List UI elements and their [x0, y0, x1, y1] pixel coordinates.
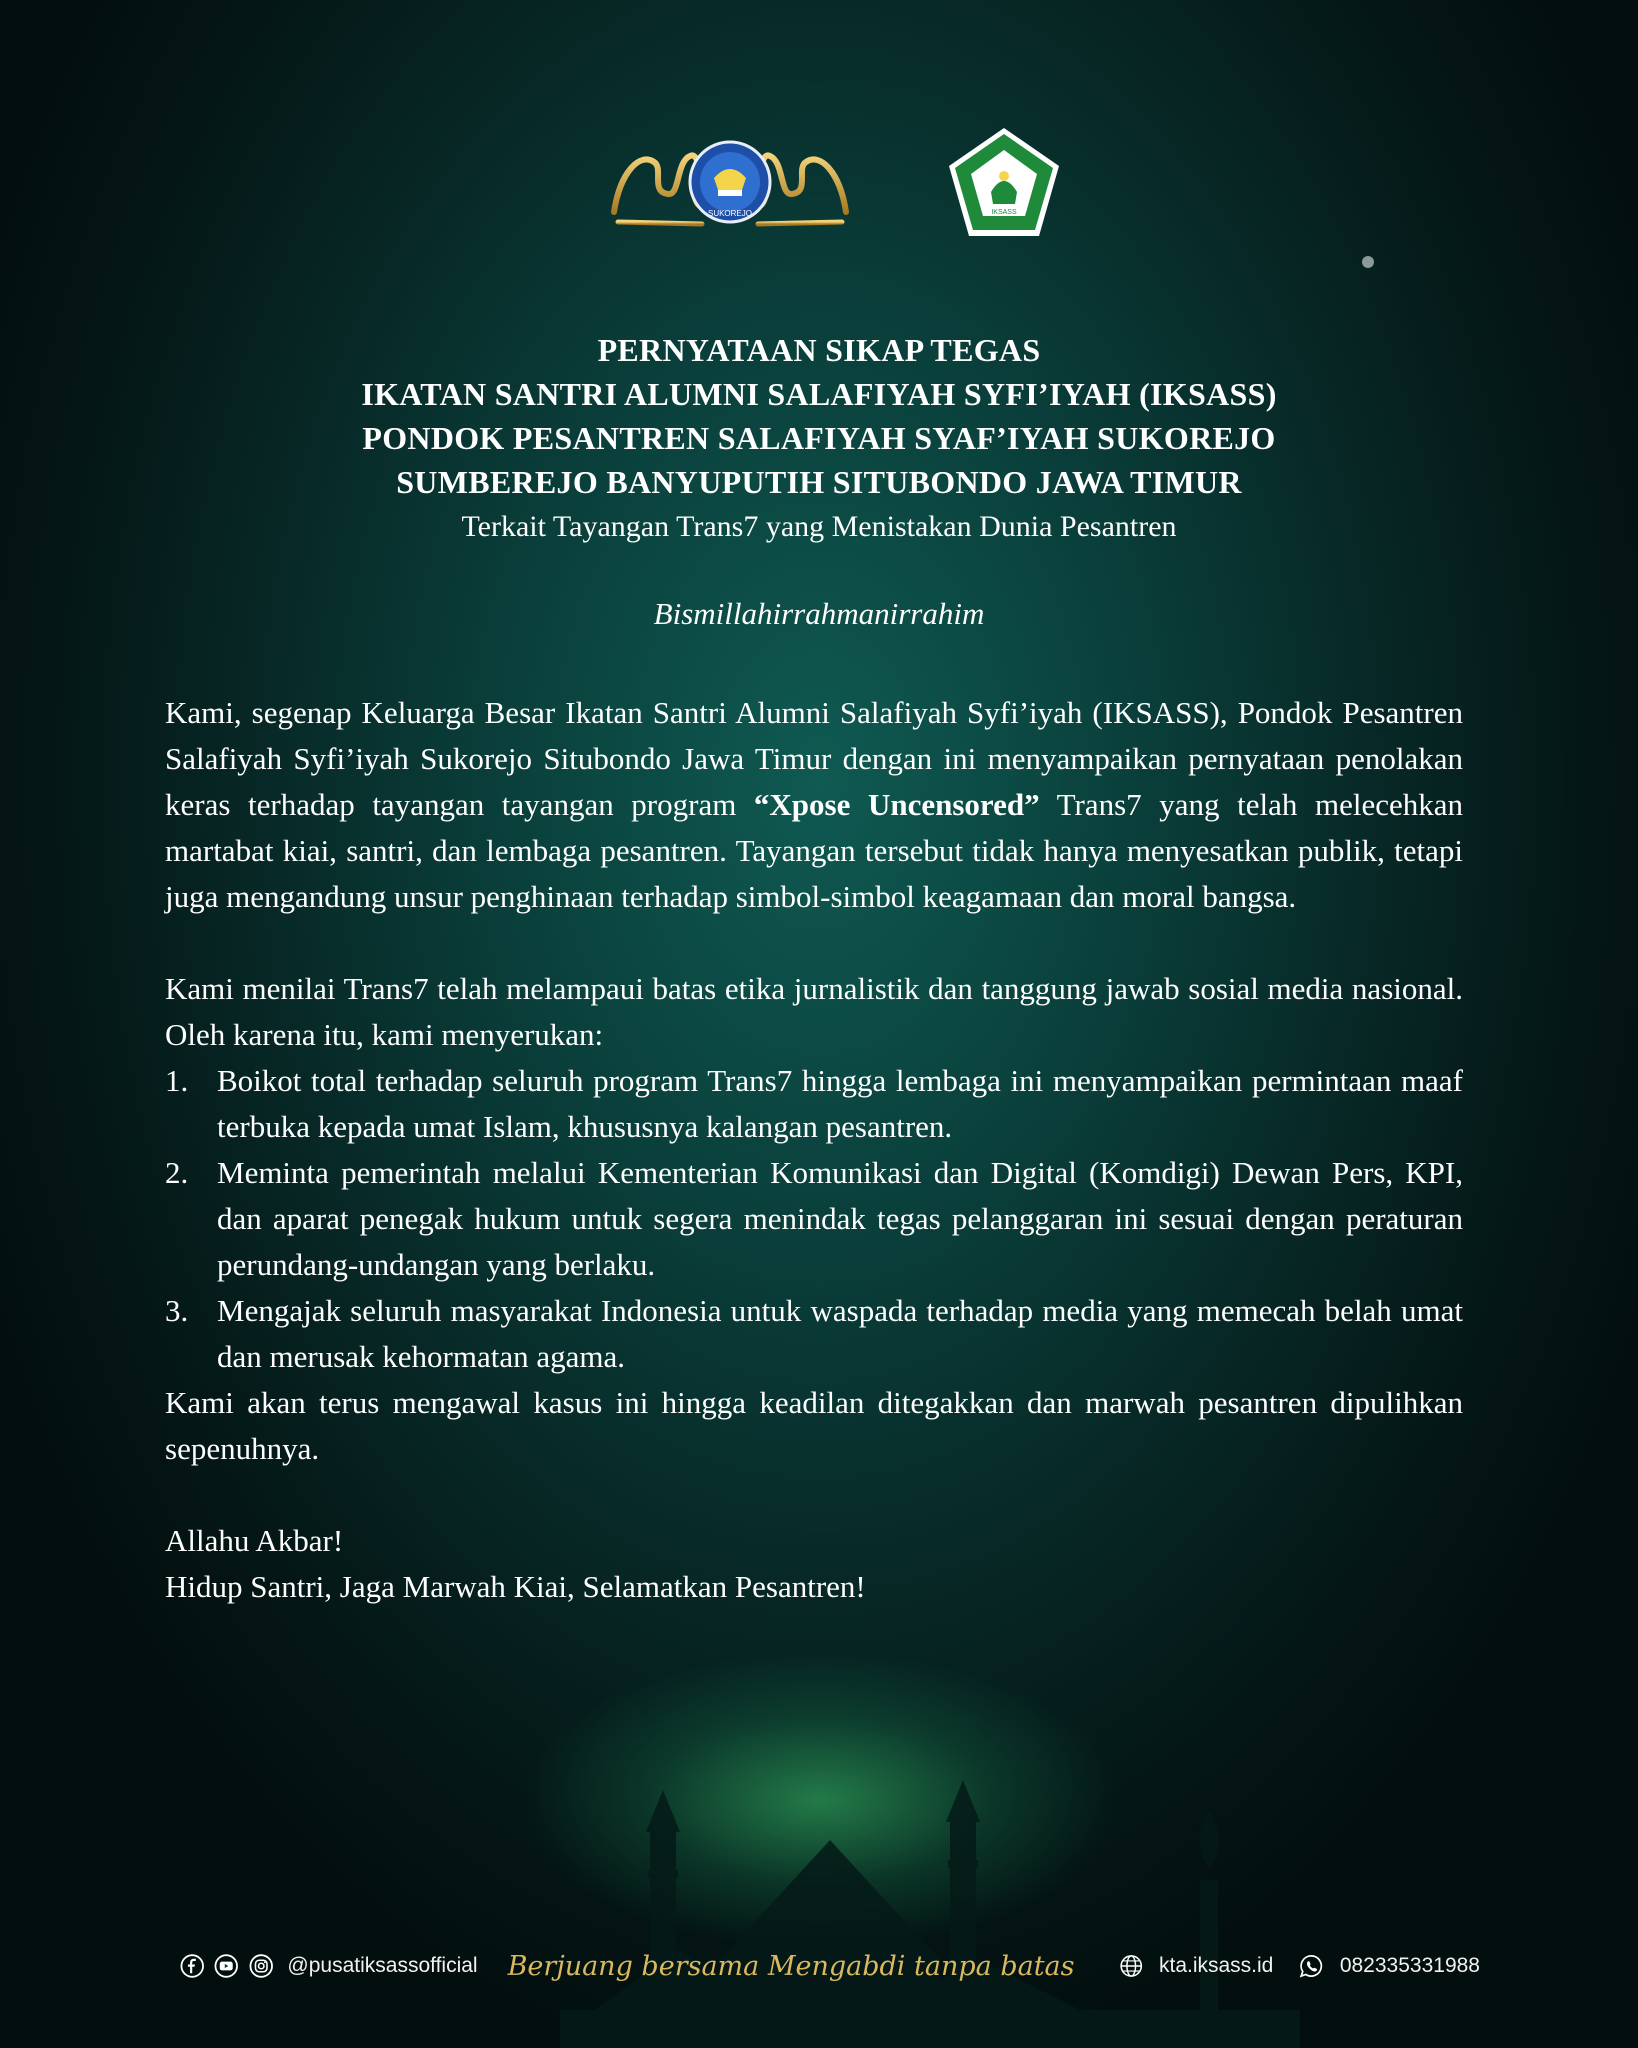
closing-line-2: Hidup Santri, Jaga Marwah Kiai, Selamatkan Pesantren! [165, 1569, 866, 1604]
demands-list [165, 1058, 1463, 1380]
paragraph-2: Kami menilai Trans7 telah melampaui batas etika jurnalistik dan tanggung jawab sosial media nasional. Oleh karena itu, kami menyerukan: [165, 971, 1463, 1052]
list-item-text: Meminta pemerintah melalui Kementerian Komunikasi dan Digital (Komdigi) Dewan Pers, KPI, dan aparat penegak hukum untuk segera menindak tegas pelanggaran ini sesuai dengan peraturan perundang-undangan yang berlaku. [217, 1155, 1463, 1282]
list-item-text: Mengajak seluruh masyarakat Indonesia untuk waspada terhadap media yang memecah belah umat dan merusak kehormatan agama. [217, 1293, 1463, 1374]
facebook-icon[interactable] [180, 1949, 204, 1983]
globe-icon [1119, 1949, 1143, 1983]
list-item-number: 1. [165, 1063, 189, 1098]
decorative-dot [1362, 256, 1374, 268]
instagram-icon[interactable] [249, 1949, 273, 1983]
list-item [165, 1058, 1463, 1150]
paragraph-1 [165, 690, 1463, 920]
statement-body [165, 690, 1463, 1610]
tagline: Berjuang bersama Mengabdi tanpa batas [507, 1950, 1075, 1982]
paragraph-1-after: Trans7 yang telah melecehkan martabat kiai, santri, dan lembaga pesantren. Tayangan tersebut tidak hanya menyesatkan publik, tetapi juga mengandung unsur penghinaan terhadap simbol-simbol keagamaan dan moral bangsa. [165, 787, 1463, 914]
paragraph-1-before: Kami, segenap Keluarga Besar Ikatan Santri Alumni Salafiyah Syfi’iyah (IKSASS), Pondok Pesantren Salafiyah Syfi’iyah Sukorejo Situbondo Jawa Timur dengan ini menyampaikan pernyataan penolakan keras terhadap tayangan tayangan program [165, 695, 1463, 822]
youtube-icon[interactable] [214, 1949, 238, 1983]
list-item [165, 1150, 1463, 1288]
program-name: “Xpose Uncensored” [753, 787, 1040, 822]
iksass-logo [945, 126, 1063, 240]
sukorejo-logo [610, 132, 850, 232]
website-link[interactable]: kta.iksass.id [1158, 1954, 1274, 1977]
bismillah: Bismillahirrahmanirrahim [653, 596, 985, 631]
list-item-number: 3. [165, 1293, 189, 1328]
heading-line-4: SUMBEREJO BANYUPUTIH SITUBONDO JAWA TIMUR [396, 464, 1242, 500]
social-handle[interactable]: @pusatiksassofficial [287, 1954, 478, 1977]
footer-bar [180, 1944, 1480, 1988]
sukorejo-logo-text: SUKOREJO [707, 209, 753, 218]
heading-line-3: PONDOK PESANTREN SALAFIYAH SYAF’IYAH SUKOREJO [362, 420, 1276, 456]
heading-subtitle: Terkait Tayangan Trans7 yang Menistakan Dunia Pesantren [461, 510, 1177, 543]
phone-number[interactable]: 082335331988 [1339, 1954, 1480, 1977]
closing-line-1: Allahu Akbar! [165, 1523, 344, 1558]
list-item-text: Boikot total terhadap seluruh program Trans7 hingga lembaga ini menyampaikan permintaan maaf terbuka kepada umat Islam, khususnya kalangan pesantren. [217, 1063, 1463, 1144]
whatsapp-icon [1299, 1949, 1323, 1983]
paragraph-3: Kami akan terus mengawal kasus ini hingga keadilan ditegakkan dan marwah pesantren dipulihkan sepenuhnya. [165, 1385, 1463, 1466]
list-item-number: 2. [165, 1155, 189, 1190]
mosque-silhouette [560, 1760, 1300, 2048]
statement-heading [150, 328, 1488, 550]
iksass-logo-text: IKSASS [991, 209, 1017, 216]
logo-row [0, 120, 1638, 250]
list-item [165, 1288, 1463, 1380]
heading-line-2: IKATAN SANTRI ALUMNI SALAFIYAH SYFI’IYAH (IKSASS) [361, 376, 1277, 412]
heading-line-1: PERNYATAAN SIKAP TEGAS [597, 332, 1041, 368]
